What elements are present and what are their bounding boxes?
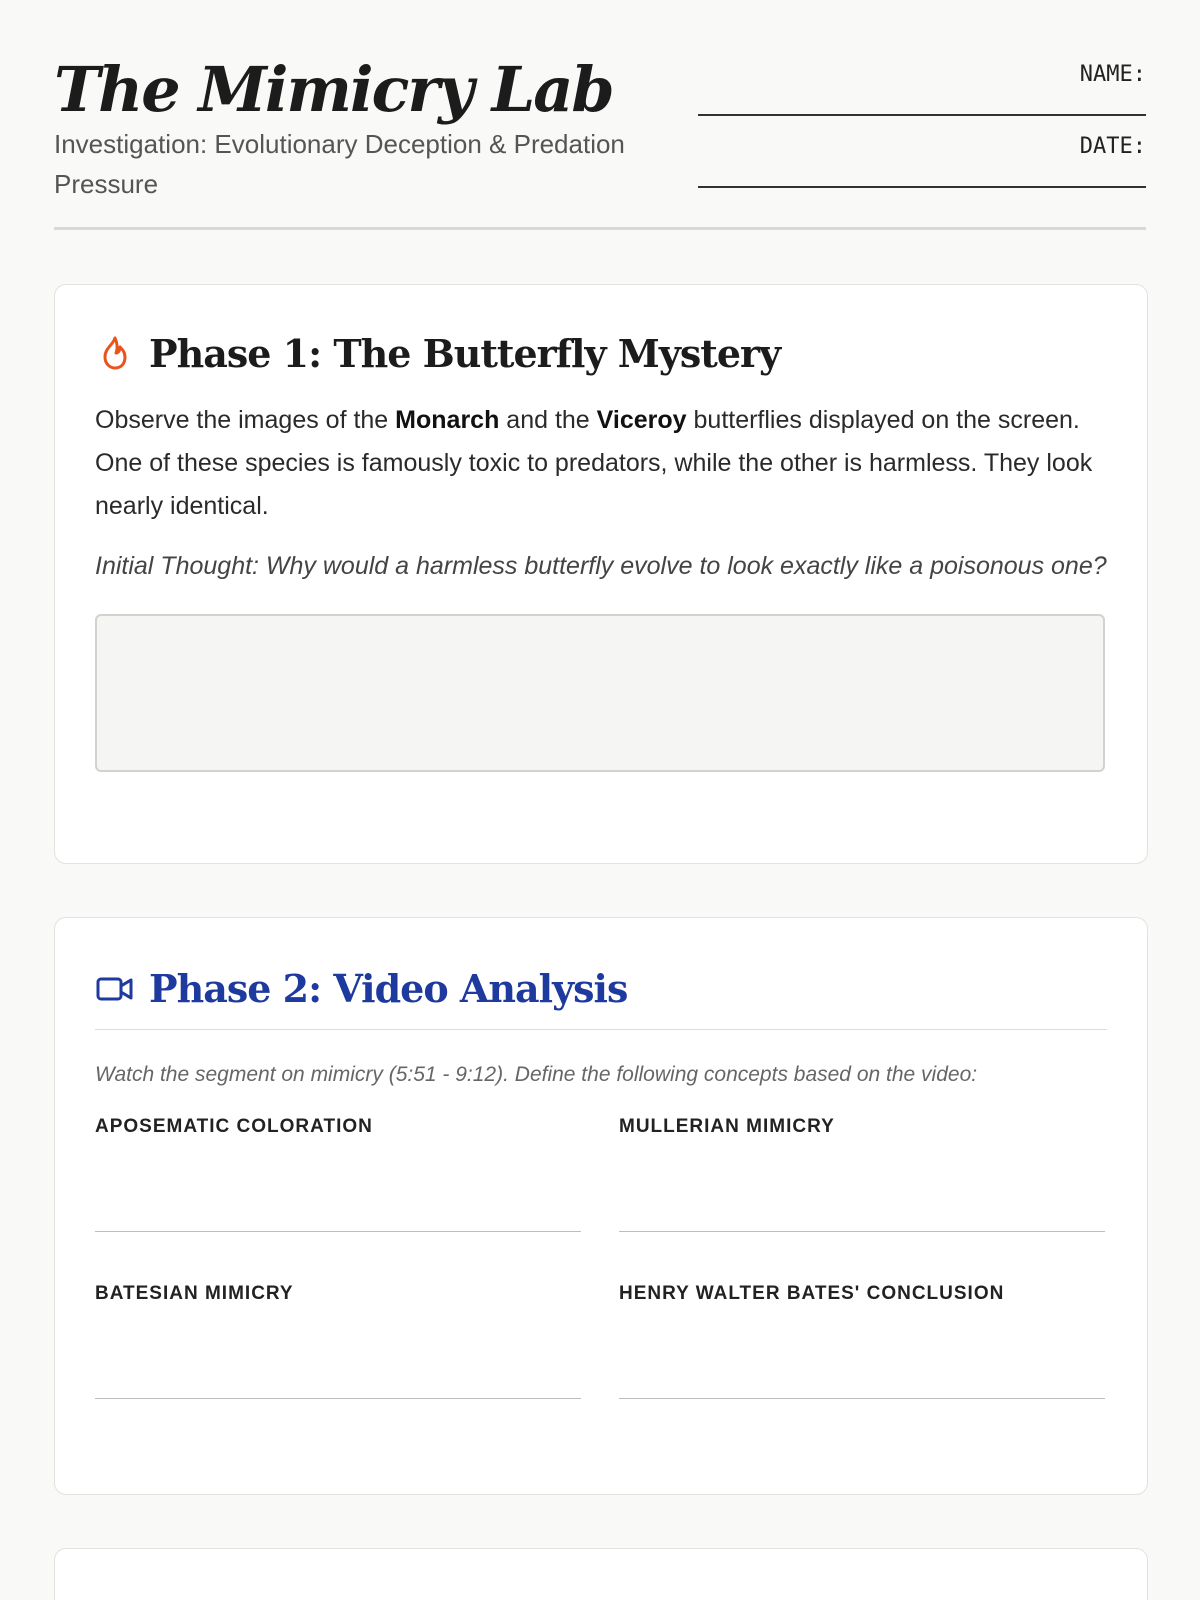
- date-label: DATE:: [1079, 134, 1146, 159]
- student-info: [698, 54, 1146, 206]
- intro-text-3: butterflies displayed on the screen. One of these species is famously toxic to predators, while the other is harmless. They look nearly identical.: [95, 406, 1093, 520]
- video-icon: [95, 969, 135, 1009]
- concept-label: HENRY WALTER BATES' CONCLUSION: [619, 1283, 1005, 1304]
- title-block: [54, 54, 694, 204]
- monarch-term: Monarch: [395, 406, 500, 434]
- concept-label: MULLERIAN MIMICRY: [619, 1116, 835, 1137]
- concept-grid: [95, 1103, 1107, 1437]
- phase-2-card: [54, 917, 1148, 1495]
- page-title: The Mimicry Lab: [54, 53, 613, 126]
- phase-1-title: Phase 1: The Butterfly Mystery: [149, 330, 781, 376]
- concept-answer-line[interactable]: [95, 1398, 581, 1399]
- worksheet-header: [54, 0, 1146, 230]
- viceroy-term: Viceroy: [596, 406, 687, 434]
- intro-text-2: and the: [499, 406, 597, 434]
- phase-3-heading: [95, 1589, 1107, 1600]
- phase-3-card: [54, 1548, 1148, 1600]
- initial-thought-prompt: Initial Thought: Why would a harmless butterfly evolve to look exactly like a poisonous one?: [95, 552, 1107, 580]
- phase-1-intro: [95, 399, 1107, 528]
- concept-answer-line[interactable]: [619, 1398, 1105, 1399]
- date-row: [698, 134, 1146, 188]
- phase-1-card: [54, 284, 1148, 864]
- concept-aposematic: [95, 1103, 581, 1270]
- name-row: [698, 62, 1146, 116]
- name-field[interactable]: [698, 92, 1146, 116]
- concept-answer-line[interactable]: [619, 1231, 1105, 1232]
- concept-batesian: [95, 1270, 581, 1437]
- concept-bates-conclusion: [619, 1270, 1105, 1437]
- concept-label: BATESIAN MIMICRY: [95, 1283, 294, 1304]
- initial-thought-answer-box[interactable]: [95, 614, 1105, 772]
- date-field[interactable]: [698, 164, 1146, 188]
- concept-mullerian: [619, 1103, 1105, 1270]
- concept-label: APOSEMATIC COLORATION: [95, 1116, 373, 1137]
- phase-2-heading: [95, 958, 1107, 1030]
- page-subtitle: Investigation: Evolutionary Deception & Predation Pressure: [54, 129, 625, 199]
- phase-2-instructions: Watch the segment on mimicry (5:51 - 9:12). Define the following concepts based on the video:: [95, 1063, 978, 1086]
- phase-1-heading: [95, 325, 1107, 381]
- flame-icon: [95, 333, 135, 373]
- phase-2-title: Phase 2: Video Analysis: [149, 966, 628, 1011]
- name-label: NAME:: [1079, 62, 1146, 87]
- concept-answer-line[interactable]: [95, 1231, 581, 1232]
- intro-text-1: Observe the images of the: [95, 406, 396, 434]
